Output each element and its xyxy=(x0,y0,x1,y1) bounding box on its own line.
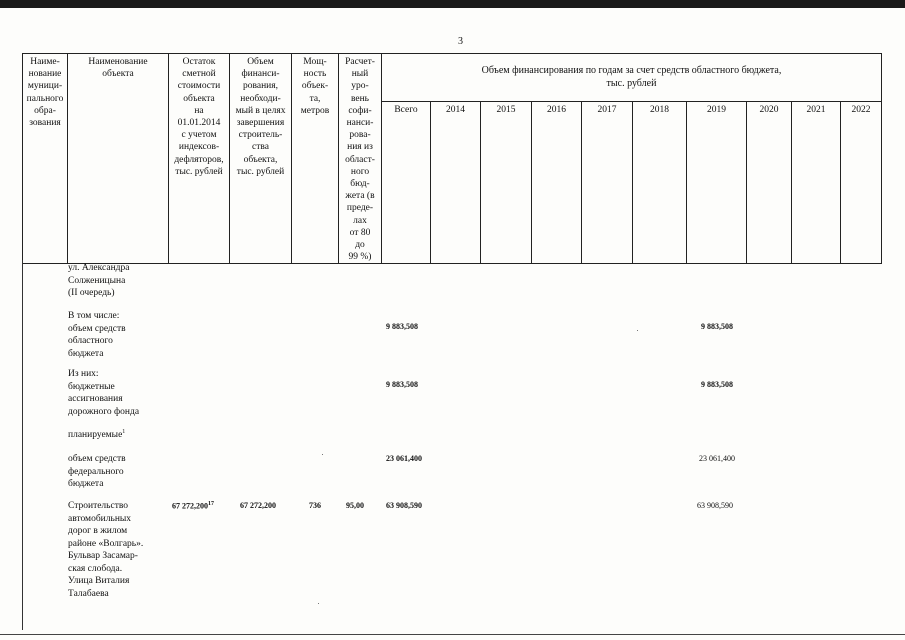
page-number: 3 xyxy=(458,36,463,47)
header-year: 2018 xyxy=(633,101,687,264)
regional-budget-2019: 9 883,508 xyxy=(701,322,733,331)
regional-budget-label: В том числе: объем средств областного бюджета xyxy=(68,311,126,359)
scan-speck xyxy=(318,603,319,604)
object-name-continued: ул. Александра Солженицына (II очередь) xyxy=(68,263,130,298)
federal-budget-2019: 23 061,400 xyxy=(699,454,735,463)
header-year: 2021 xyxy=(792,101,841,264)
header-year: 2014 xyxy=(431,101,481,264)
regional-budget-total: 9 883,508 xyxy=(386,322,418,331)
construction-capacity: 736 xyxy=(309,501,321,510)
header-capacity: Мощ- ность объек- та, метров xyxy=(292,54,339,264)
scan-speck xyxy=(637,330,638,331)
planned-label: планируемые$^1$ xyxy=(68,429,126,441)
construction-remaining-cost: 67 272,200$^{17}$ xyxy=(172,501,214,511)
construction-object-label: Строительство автомобильных дорог в жилом районе «Волгарь». Бульвар Засамар- ская слобода. Улица Виталия Талабаева xyxy=(68,501,144,599)
header-municipality: Наиме- нование муници- пального обра- зования xyxy=(23,54,68,264)
header-remaining-cost: Остаток сметной стоимости объекта на 01.01.2014 с учетом индексов- дефляторов, тыс. рублей xyxy=(169,54,230,264)
header-year: 2015 xyxy=(481,101,532,264)
header-year: 2019 xyxy=(687,101,747,264)
table-header xyxy=(22,53,882,264)
header-object-name: Наименование объекта xyxy=(68,54,169,264)
header-year: 2022 xyxy=(841,101,882,264)
road-fund-label: Из них: бюджетные ассигнования дорожного фонда xyxy=(68,369,140,417)
road-fund-total: 9 883,508 xyxy=(386,380,418,389)
scan-speck xyxy=(322,454,323,455)
road-fund-2019: 9 883,508 xyxy=(701,380,733,389)
header-by-years: Объем финансирования по годам за счет средств областного бюджета, тыс. рублей xyxy=(382,54,882,102)
scan-bottom-edge xyxy=(0,634,905,635)
construction-2019: 63 908,590 xyxy=(697,501,733,510)
header-total: Всего xyxy=(382,101,431,264)
header-year: 2016 xyxy=(532,101,582,264)
federal-budget-total: 23 061,400 xyxy=(386,454,422,463)
header-financing-volume: Объем финанси- рования, необходи- мый в целях завершения строитель- ства объекта, тыс. рублей xyxy=(230,54,292,264)
construction-total: 63 908,590 xyxy=(386,501,422,510)
federal-budget-label: объем средств федерального бюджета xyxy=(68,454,126,489)
scan-top-border xyxy=(0,0,905,8)
construction-financing-volume: 67 272,200 xyxy=(240,501,276,510)
construction-cofinancing-level: 95,00 xyxy=(346,501,364,510)
column-rule xyxy=(22,260,23,630)
header-cofinancing-level: Расчет- ный уро- вень софи- нанси- рова- ния из област- ного бюд- жета (в преде- лах от 80 до 99 %) xyxy=(339,54,382,264)
header-year: 2020 xyxy=(747,101,792,264)
header-year: 2017 xyxy=(582,101,633,264)
